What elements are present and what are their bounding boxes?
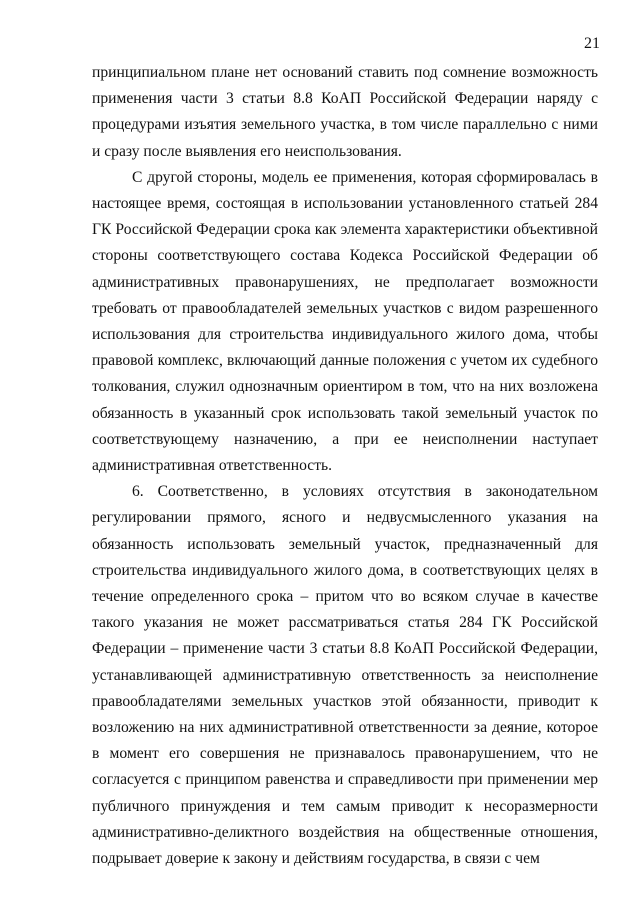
paragraph: С другой стороны, модель ее применения, которая сформировалась в настоящее время, состоящая в использовании установленного статьей 284 ГК Российской Федерации срока как элемента характеристики объективной стороны соответствующего состава Кодекса Российской Федерации об административных правонарушениях, не предполагает возможности требовать от правообладателей земельных участков с видом разрешенного использования для строительства индивидуального жилого дома, чтобы правовой комплекс, включающий данные положения с учетом их судебного толкования, служил однозначным ориентиром в том, что на них возложена обязанность в указанный срок использовать такой земельный участок по соответствующему назначению, а при ее неисполнении наступает административная ответственность. [92,168,598,475]
paragraph-continuation: принципиальном плане нет оснований ставить под сомнение возможность применения части 3 статьи 8.8 КоАП Российской Федерации наряду с процедурами изъятия земельного участка, в том числе параллельно с ними и сразу после выявления его неиспользования. [92,64,598,160]
paragraph-numbered: 6. Соответственно, в условиях отсутствия в законодательном регулировании прямого, ясного и недвусмысленного указания на обязанность использовать земельный участок, предназначенный для строительства индивидуального жилого дома, в соответствующих целях в течение определенного срока – притом что во всяком случае в качестве такого указания не может рассматриваться статья 284 ГК Российской Федерации – применение части 3 статьи 8.8 КоАП Российской Федерации, устанавливающей административную ответственность за неисполнение правообладателями земельных участков этой обязанности, приводит к возложению на них административной ответственности за деяние, которое в момент его совершения не признавалось правонарушением, что не согласуется с принципом равенства и справедливости при применении мер публичного принуждения и тем самым приводит к несоразмерности административно-деликтного воздействия на общественные отношения, подрывает доверие к закону и действиям государства, в связи с чем [92,483,598,868]
page-number: 21 [584,35,600,52]
document-body [92,60,598,872]
